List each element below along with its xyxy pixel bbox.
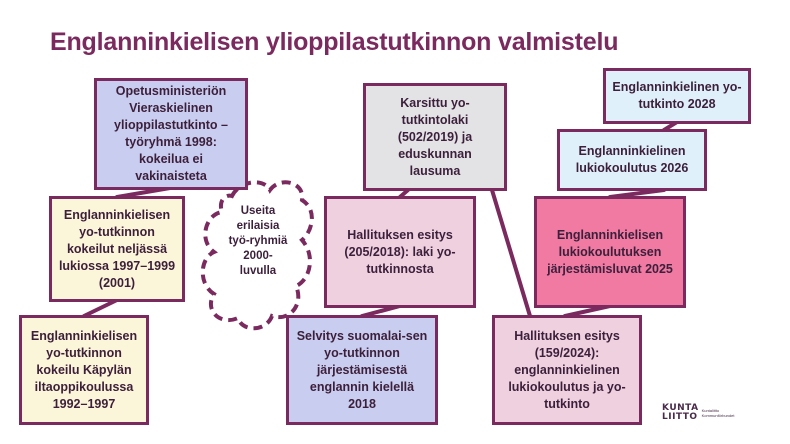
- box-licenses-2025: [534, 196, 686, 308]
- logo-line1: KUNTA: [662, 403, 699, 413]
- box-ministry-working-group-1998-text: Opetusministeriön Vieraskielinen ylioppilastutkinto –työryhmä 1998: kokeilua ei vakinaisteta: [114, 84, 228, 183]
- box-licenses-2025-text: Englanninkielisen lukiokoulutuksen järjestämisluvat 2025: [547, 227, 673, 276]
- box-experiment-kapyla-text: Englanninkielisen yo-tutkinnon kokeilu Käpylän iltaoppikoulussa 1992–1997: [30, 328, 138, 411]
- box-government-proposal-2024-text: Hallituksen esitys (159/2024): englanninkielinen lukiokoulutus ja yo-tutkinto: [508, 328, 626, 411]
- connector-b2-b3: [84, 300, 117, 316]
- box-experiment-kapyla: [19, 315, 149, 425]
- logo-subtitle: Kuntaliitto Kommunförbundet: [701, 408, 735, 418]
- connector-b4-b10: [492, 190, 530, 316]
- box-experiments-four-schools: [49, 196, 185, 302]
- box-english-exam-2028: [603, 68, 751, 124]
- box-report-2018-text: Selvitys suomalai-sen yo-tutkinnon järjestämisestä englannin kielellä 2018: [296, 328, 428, 411]
- box-government-proposal-2018-text: Hallituksen esitys (205/2018): laki yo-tutkinnosta: [344, 227, 456, 276]
- box-ministry-working-group-1998: [94, 78, 248, 190]
- logo-line2: LIITTO: [662, 412, 698, 422]
- box-english-upper-secondary-2026-text: Englanninkielinen lukiokoulutus 2026: [575, 144, 689, 175]
- box-restricted-exam-law-text: Karsittu yo-tutkintolaki (502/2019) ja eduskunnan lausuma: [397, 95, 473, 178]
- box-english-exam-2028-text: Englanninkielinen yo-tutkinto 2028: [612, 80, 742, 111]
- box-government-proposal-2024: [492, 315, 642, 425]
- kuntaliitto-logo: [662, 404, 736, 422]
- box-report-2018: [286, 315, 438, 425]
- box-government-proposal-2018: [324, 196, 476, 308]
- cloud-working-groups-text: Useita erilaisia työ-ryhmiä 2000-luvulla: [228, 205, 288, 277]
- page-title: Englanninkielisen ylioppilastutkinnon valmistelu: [50, 28, 619, 56]
- box-english-upper-secondary-2026: [557, 129, 707, 191]
- box-experiments-four-schools-text: Englanninkielisen yo-tutkinnon kokeilut neljässä lukiossa 1997–1999 (2001): [58, 207, 176, 290]
- cloud-working-groups: [226, 204, 290, 279]
- box-restricted-exam-law: [363, 83, 507, 191]
